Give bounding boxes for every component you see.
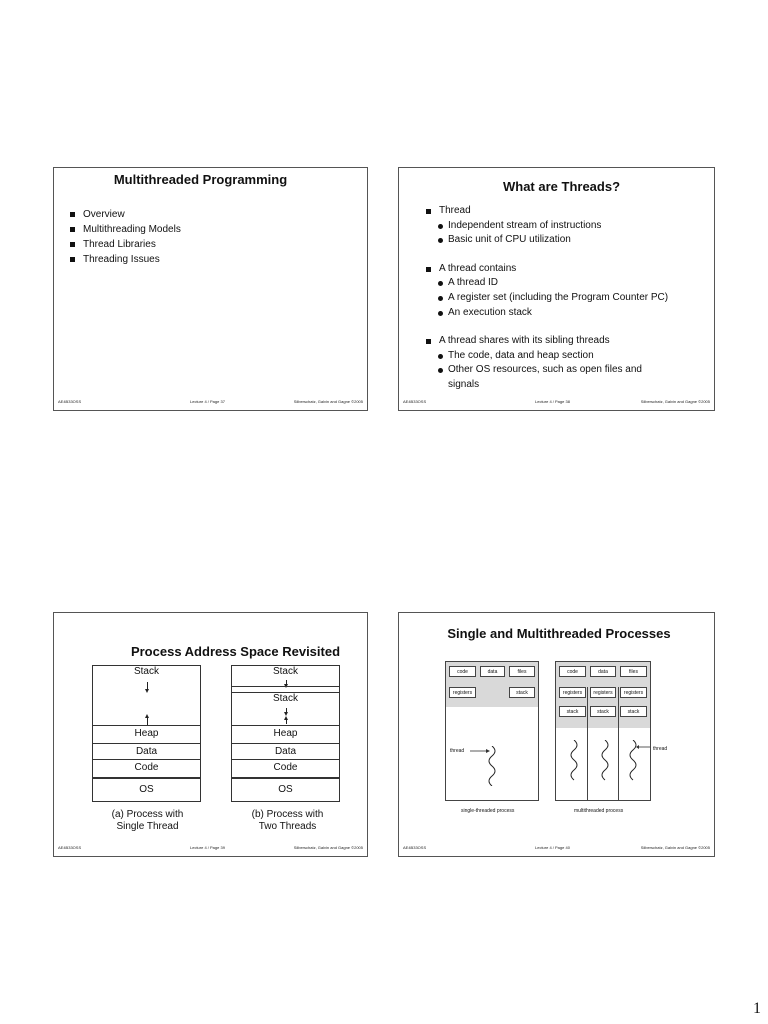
round-bullet-icon xyxy=(438,354,443,359)
thread-label: thread xyxy=(450,748,465,754)
list-item: signals xyxy=(448,378,480,390)
stack-segment: Stack xyxy=(272,666,298,677)
stack-segment: Stack xyxy=(232,692,339,706)
slide-title: Process Address Space Revisited xyxy=(130,644,341,659)
list-item: A register set (including the Program Counter PC) xyxy=(424,291,668,306)
code-segment: Code xyxy=(232,759,339,777)
square-bullet-icon xyxy=(426,209,431,214)
caption-single-thread: (a) Process with Single Thread xyxy=(111,809,184,832)
stack-box: stack xyxy=(559,706,586,717)
address-space-single-thread xyxy=(92,665,201,802)
square-bullet-icon xyxy=(70,257,75,262)
thread-squiggle-icon xyxy=(564,740,584,784)
round-bullet-icon xyxy=(438,224,443,229)
arrow-up-icon xyxy=(147,717,148,725)
code-box: code xyxy=(559,666,586,677)
slide-title: What are Threads? xyxy=(502,179,621,194)
registers-box: registers xyxy=(620,687,647,698)
slide-multithreaded-programming xyxy=(53,167,368,411)
square-bullet-icon xyxy=(70,212,75,217)
slide-what-are-threads xyxy=(398,167,715,411)
single-threaded-process-label: single-threaded process xyxy=(461,808,515,814)
list-item: Threading Issues xyxy=(68,252,181,267)
list-item: A thread contains xyxy=(424,262,668,277)
files-box: files xyxy=(509,666,535,677)
data-segment: Data xyxy=(93,743,200,759)
code-box: code xyxy=(449,666,476,677)
arrow-down-icon xyxy=(286,708,287,713)
stack-box: stack xyxy=(620,706,647,717)
list-item: A thread ID xyxy=(424,276,668,291)
stack-segment: Stack xyxy=(133,666,159,677)
thread-squiggle-icon xyxy=(625,740,651,784)
list-item: Thread Libraries xyxy=(68,237,181,252)
heap-segment: Heap xyxy=(93,725,200,743)
list-item: Thread xyxy=(424,204,668,219)
stack-box: stack xyxy=(509,687,535,698)
data-segment: Data xyxy=(232,743,339,759)
list-item: The code, data and heap section xyxy=(424,349,668,364)
list-item: An execution stack xyxy=(424,306,668,321)
slide-title: Multithreaded Programming xyxy=(113,172,288,187)
thread-squiggle-icon xyxy=(470,746,540,786)
bullet-list xyxy=(424,204,668,393)
slide-process-address-space xyxy=(53,612,368,857)
arrow-down-icon xyxy=(147,682,148,690)
slide-footer: AE4B33OSS Lecture 4 / Page 37 Silberschatz, Galvin and Gagne ©2005 xyxy=(58,399,363,404)
registers-box: registers xyxy=(449,687,476,698)
files-box: files xyxy=(620,666,647,677)
data-box: data xyxy=(590,666,616,677)
round-bullet-icon xyxy=(438,296,443,301)
slide-single-multithreaded xyxy=(398,612,715,857)
arrow-down-icon xyxy=(286,680,287,685)
arrow-up-icon xyxy=(286,719,287,724)
slide-footer: AE4B33OSS Lecture 4 / Page 38 Silberschatz, Galvin and Gagne ©2005 xyxy=(403,399,710,404)
slide-footer: AE4B33OSS Lecture 4 / Page 40 Silberschatz, Galvin and Gagne ©2005 xyxy=(403,845,710,850)
thread-squiggle-icon xyxy=(595,740,615,784)
single-threaded-process-diagram xyxy=(445,661,539,801)
square-bullet-icon xyxy=(70,227,75,232)
os-segment: OS xyxy=(232,777,339,801)
square-bullet-icon xyxy=(70,242,75,247)
square-bullet-icon xyxy=(426,267,431,272)
round-bullet-icon xyxy=(438,311,443,316)
multithreaded-process-label: multithreaded process xyxy=(574,808,624,814)
registers-box: registers xyxy=(590,687,616,698)
list-item: Basic unit of CPU utilization xyxy=(424,233,668,248)
heap-segment: Heap xyxy=(232,725,339,743)
slide-title: Single and Multithreaded Processes xyxy=(447,626,671,641)
page-number: 1 xyxy=(753,1000,761,1017)
registers-box: registers xyxy=(559,687,586,698)
list-item: Independent stream of instructions xyxy=(424,219,668,234)
caption-two-threads: (b) Process with Two Threads xyxy=(251,809,324,832)
address-space-two-threads xyxy=(231,665,340,802)
stack-box: stack xyxy=(590,706,616,717)
multithreaded-process-diagram xyxy=(555,661,651,801)
list-item: A thread shares with its sibling threads xyxy=(424,334,668,349)
code-segment: Code xyxy=(93,759,200,777)
list-item: Multithreading Models xyxy=(68,222,181,237)
bullet-list xyxy=(68,207,181,267)
thread-label: thread xyxy=(653,746,668,752)
list-item: Overview xyxy=(68,207,181,222)
list-item: Other OS resources, such as open files and xyxy=(424,363,668,378)
slide-footer: AE4B33OSS Lecture 4 / Page 39 Silberschatz, Galvin and Gagne ©2005 xyxy=(58,845,363,850)
data-box: data xyxy=(480,666,505,677)
os-segment: OS xyxy=(93,777,200,801)
square-bullet-icon xyxy=(426,339,431,344)
